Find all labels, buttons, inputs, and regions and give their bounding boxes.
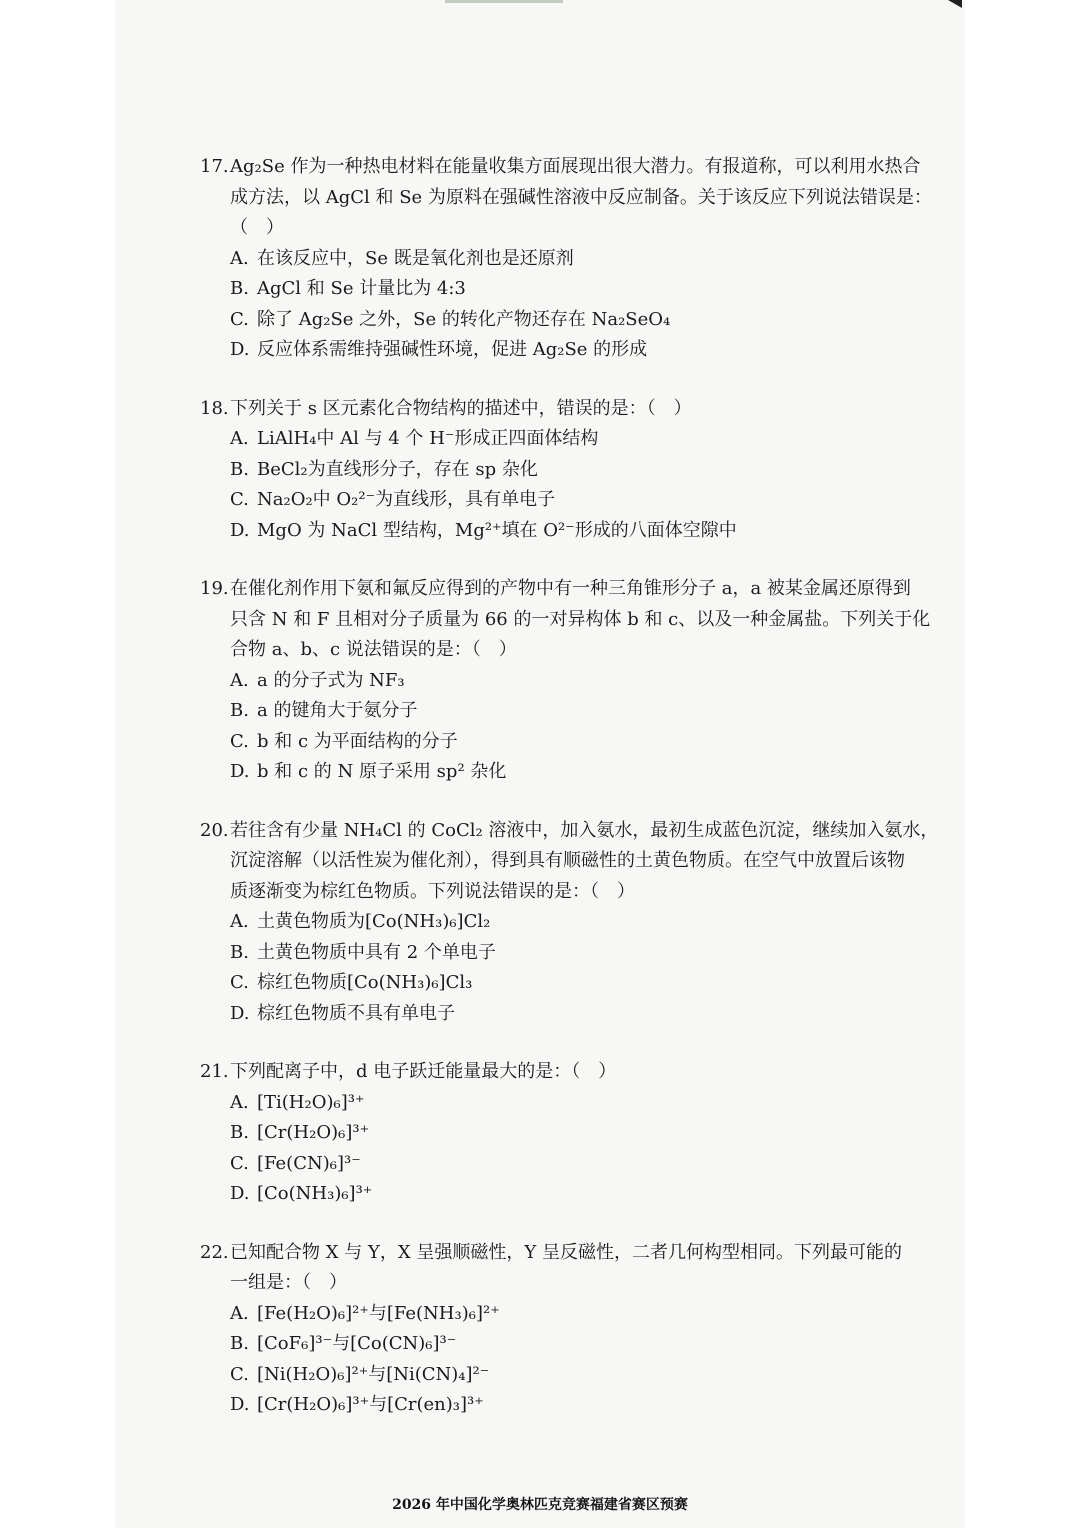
option-letter: A. <box>230 428 249 449</box>
option-text: b 和 c 为平面结构的分子 <box>257 730 458 752</box>
option-letter: D. <box>230 1394 250 1415</box>
option-text: 棕红色物质[Co(NH₃)₆]Cl₃ <box>257 972 473 993</box>
option-d <box>230 757 940 788</box>
question-list <box>200 152 940 1449</box>
option-text: [Ti(H₂O)₆]³⁺ <box>257 1091 365 1113</box>
option-letter: C. <box>230 1152 249 1174</box>
option-c <box>230 485 940 516</box>
option-letter: C. <box>230 730 249 752</box>
option-c <box>230 1149 940 1180</box>
stem-line: 下列配离子中，d 电子跃迁能量最大的是：（ ） <box>230 1061 617 1082</box>
option-text: Na₂O₂中 O₂²⁻为直线形，具有单电子 <box>257 489 556 510</box>
question-19 <box>200 574 940 788</box>
option-letter: D. <box>230 761 250 782</box>
option-c <box>230 305 940 336</box>
option-c <box>230 968 940 999</box>
option-text: 棕红色物质不具有单电子 <box>257 1002 455 1024</box>
option-b <box>230 274 940 305</box>
option-text: MgO 为 NaCl 型结构，Mg²⁺填在 O²⁻形成的八面体空隙中 <box>257 519 737 541</box>
stem-line: 质逐渐变为棕红色物质。下列说法错误的是：（ ） <box>230 880 635 902</box>
option-text: 土黄色物质为[Co(NH₃)₆]Cl₂ <box>257 911 491 932</box>
option-b <box>230 1118 940 1149</box>
option-text: AgCl 和 Se 计量比为 4:3 <box>257 278 466 299</box>
option-letter: A. <box>230 1302 249 1324</box>
question-number: 22. <box>200 1241 229 1263</box>
option-letter: B. <box>230 1122 249 1143</box>
stem-line: 若往含有少量 NH₄Cl 的 CoCl₂ 溶液中，加入氨水，最初生成蓝色沉淀，继续加入氨水， <box>230 819 939 841</box>
option-b <box>230 1329 940 1360</box>
question-22 <box>200 1238 940 1421</box>
option-letter: D. <box>230 1002 250 1024</box>
stem-text <box>230 152 940 244</box>
option-list <box>200 424 940 546</box>
option-letter: B. <box>230 700 249 721</box>
option-text: [Cr(H₂O)₆]³⁺ <box>257 1122 370 1143</box>
question-18 <box>200 394 940 547</box>
option-letter: A. <box>230 669 249 691</box>
stem-text <box>230 1238 940 1299</box>
option-letter: C. <box>230 972 249 993</box>
option-letter: D. <box>230 519 250 541</box>
option-b <box>230 938 940 969</box>
stem-text <box>230 394 940 425</box>
stem-line: 沉淀溶解（以活性炭为催化剂），得到具有顺磁性的土黄色物质。在空气中放置后该物 <box>230 850 905 871</box>
stem-line: 下列关于 s 区元素化合物结构的描述中，错误的是：（ ） <box>230 397 692 419</box>
option-letter: A. <box>230 1091 249 1113</box>
option-list <box>200 907 940 1029</box>
option-d <box>230 1390 940 1421</box>
stem-text <box>230 1057 940 1088</box>
option-a <box>230 1088 940 1119</box>
option-d <box>230 335 940 366</box>
option-text: 在该反应中，Se 既是氧化剂也是还原剂 <box>257 247 574 269</box>
question-stem <box>200 394 940 425</box>
question-number: 19. <box>200 578 229 599</box>
option-a <box>230 907 940 938</box>
option-letter: B. <box>230 458 249 480</box>
option-c <box>230 1360 940 1391</box>
stem-text <box>230 816 940 908</box>
option-letter: C. <box>230 489 249 510</box>
stem-line: （ ） <box>230 217 284 238</box>
stem-line: 成方法，以 AgCl 和 Se 为原料在强碱性溶液中反应制备。关于该反应下列说法错误是： <box>230 186 932 208</box>
option-d <box>230 1179 940 1210</box>
option-text: 反应体系需维持强碱性环境，促进 Ag₂Se 的形成 <box>257 339 648 360</box>
option-c <box>230 727 940 758</box>
stem-line: 已知配合物 X 与 Y，X 呈强顺磁性，Y 呈反磁性，二者几何构型相同。下列最可能的 <box>230 1241 902 1263</box>
option-text: [Co(NH₃)₆]³⁺ <box>257 1183 373 1204</box>
stem-line: 一组是：（ ） <box>230 1272 347 1293</box>
option-text: LiAlH₄中 Al 与 4 个 H⁻形成正四面体结构 <box>257 428 599 449</box>
option-letter: D. <box>230 1183 250 1204</box>
option-text: a 的键角大于氨分子 <box>257 700 418 721</box>
option-text: 土黄色物质中具有 2 个单电子 <box>257 941 496 963</box>
option-list <box>200 1088 940 1210</box>
option-text: [CoF₆]³⁻与[Co(CN)₆]³⁻ <box>257 1333 457 1354</box>
option-b <box>230 696 940 727</box>
option-text: [Fe(H₂O)₆]²⁺与[Fe(NH₃)₆]²⁺ <box>257 1302 500 1324</box>
option-a <box>230 666 940 697</box>
option-b <box>230 455 940 486</box>
option-text: [Fe(CN)₆]³⁻ <box>257 1152 361 1174</box>
question-17 <box>200 152 940 366</box>
question-21 <box>200 1057 940 1210</box>
option-d <box>230 999 940 1030</box>
option-text: b 和 c 的 N 原子采用 sp² 杂化 <box>257 761 507 782</box>
question-number: 17. <box>200 156 229 177</box>
question-stem <box>200 152 940 244</box>
option-letter: A. <box>230 911 249 932</box>
option-letter: B. <box>230 1333 249 1354</box>
page-footer: 2026 年中国化学奥林匹克竞赛福建省赛区预赛 <box>392 1497 688 1513</box>
option-letter: B. <box>230 278 249 299</box>
option-text: 除了 Ag₂Se 之外，Se 的转化产物还存在 Na₂SeO₄ <box>257 308 671 330</box>
question-stem <box>200 816 940 908</box>
option-a <box>230 244 940 275</box>
stem-line: Ag₂Se 作为一种热电材料在能量收集方面展现出很大潜力。有报道称，可以利用水热合 <box>230 156 921 177</box>
top-edge-mark <box>445 0 563 3</box>
corner-mark <box>948 0 962 8</box>
question-stem <box>200 1238 940 1299</box>
question-number: 18. <box>200 397 229 419</box>
option-letter: C. <box>230 1363 249 1385</box>
stem-line: 在催化剂作用下氨和氟反应得到的产物中有一种三角锥形分子 a，a 被某金属还原得到 <box>230 578 911 599</box>
question-number: 21. <box>200 1061 229 1082</box>
option-list <box>200 666 940 788</box>
option-list <box>200 244 940 366</box>
question-20 <box>200 816 940 1030</box>
option-text: [Ni(H₂O)₆]²⁺与[Ni(CN)₄]²⁻ <box>257 1363 490 1385</box>
option-text: BeCl₂为直线形分子，存在 sp 杂化 <box>257 458 538 480</box>
option-text: a 的分子式为 NF₃ <box>257 669 405 691</box>
option-a <box>230 424 940 455</box>
stem-line: 只含 N 和 F 且相对分子质量为 66 的一对异构体 b 和 c、以及一种金属盐。下列关于化 <box>230 608 931 630</box>
option-list <box>200 1299 940 1421</box>
option-d <box>230 516 940 547</box>
option-a <box>230 1299 940 1330</box>
stem-text <box>230 574 940 666</box>
option-letter: D. <box>230 339 250 360</box>
option-letter: A. <box>230 247 249 269</box>
option-letter: C. <box>230 308 249 330</box>
question-stem <box>200 574 940 666</box>
option-text: [Cr(H₂O)₆]³⁺与[Cr(en)₃]³⁺ <box>257 1394 484 1415</box>
stem-line: 合物 a、b、c 说法错误的是：（ ） <box>230 639 517 660</box>
question-number: 20. <box>200 819 229 841</box>
option-letter: B. <box>230 941 249 963</box>
question-stem <box>200 1057 940 1088</box>
